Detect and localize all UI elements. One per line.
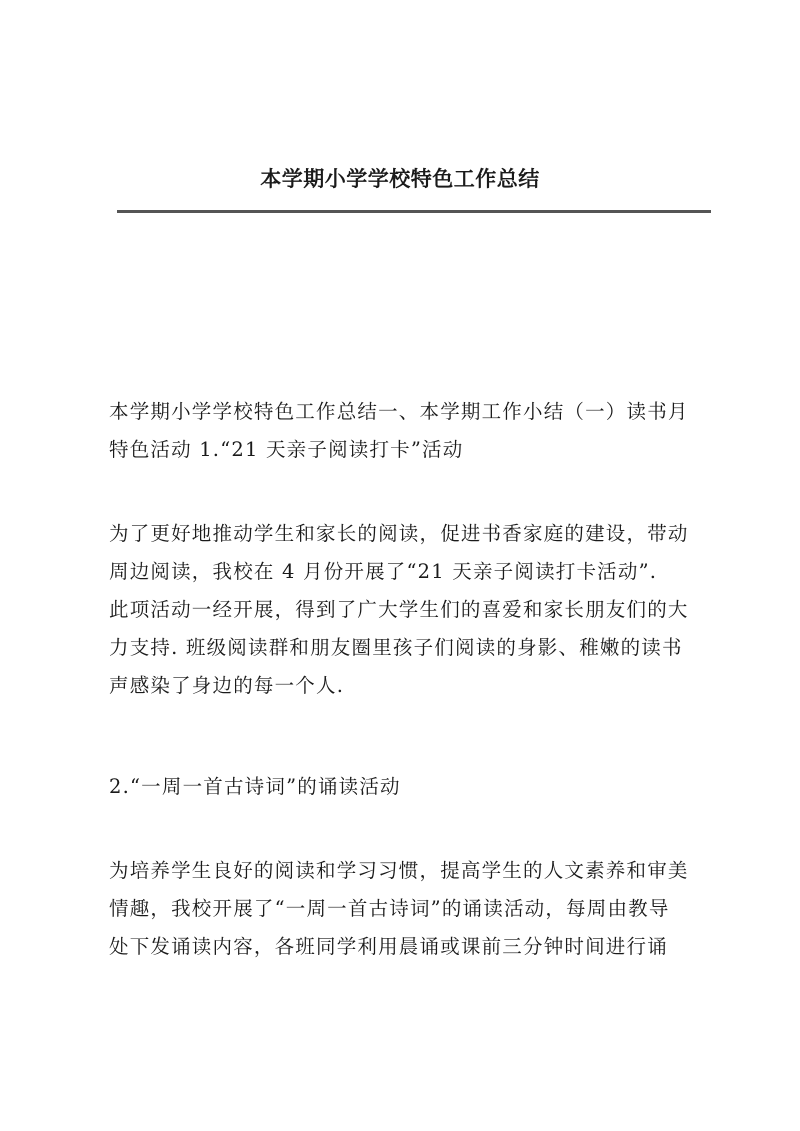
- text-line: 力支持. 班级阅读群和朋友圈里孩子们阅读的身影、稚嫩的读书: [109, 636, 683, 659]
- title-divider: [117, 210, 711, 213]
- paragraph-intro: [109, 393, 713, 469]
- text-line: 处下发诵读内容，各班同学利用晨诵或课前三分钟时间进行诵: [109, 935, 668, 958]
- text-line: 声感染了身边的每一个人.: [109, 674, 345, 697]
- text-line: 为培养学生良好的阅读和学习习惯，提高学生的人文素养和审美: [109, 859, 689, 882]
- text-line: 情趣，我校开展了“一周一首古诗词”的诵读活动，每周由教导: [109, 897, 670, 920]
- text-line: 此项活动一经开展，得到了广大学生们的喜爱和家长朋友们的大: [109, 598, 689, 621]
- text-line: 2.“一周一首古诗词”的诵读活动: [109, 775, 401, 798]
- text-line: 特色活动 1.“21 天亲子阅读打卡”活动: [109, 438, 464, 461]
- paragraph-reading-activity: [109, 515, 713, 705]
- text-line: 周边阅读，我校在 4 月份开展了“21 天亲子阅读打卡活动”.: [109, 560, 658, 583]
- text-line: 为了更好地推动学生和家长的阅读，促进书香家庭的建设，带动: [109, 522, 689, 545]
- section-heading-poetry: [109, 768, 713, 806]
- paragraph-poetry-activity: [109, 852, 713, 966]
- text-line: 本学期小学学校特色工作总结一、本学期工作小结（一）读书月: [109, 400, 689, 423]
- document-title: 本学期小学学校特色工作总结: [260, 166, 540, 191]
